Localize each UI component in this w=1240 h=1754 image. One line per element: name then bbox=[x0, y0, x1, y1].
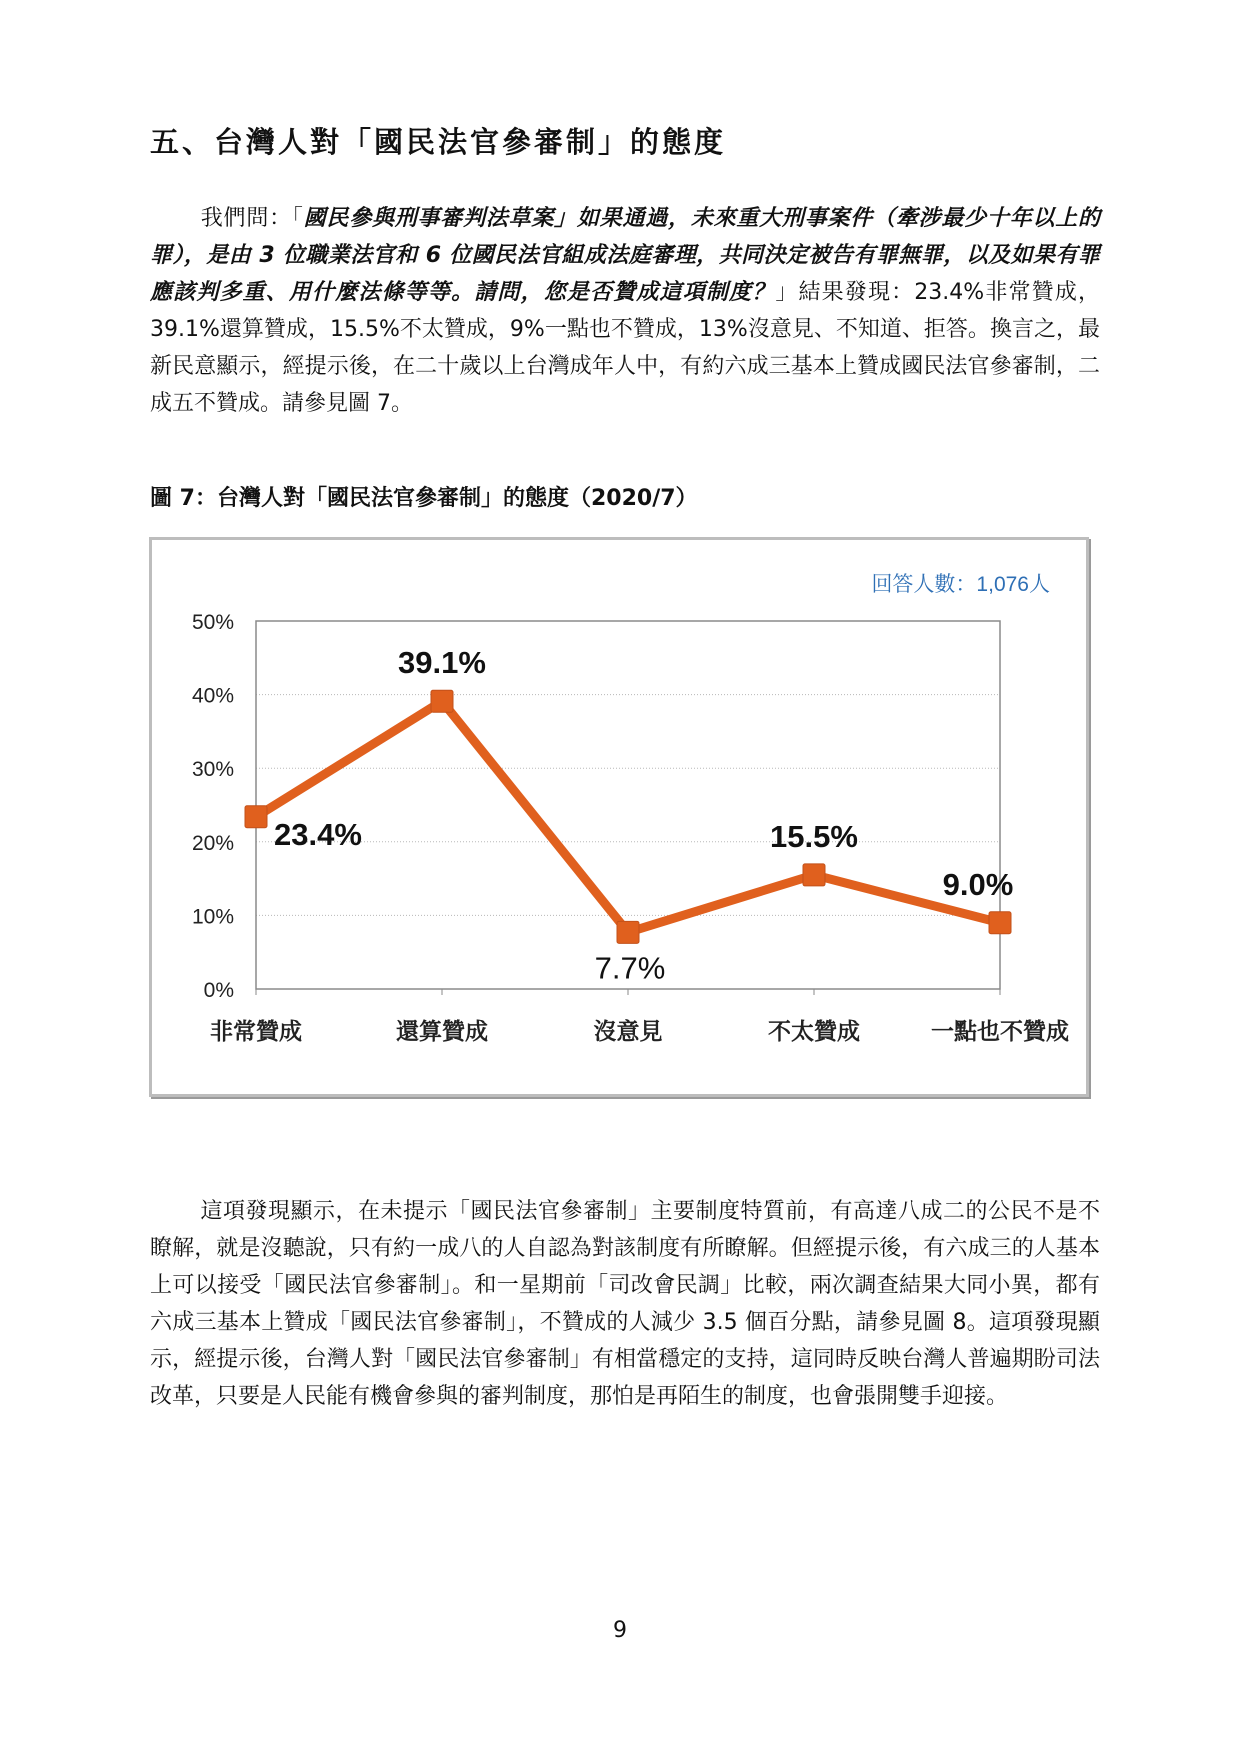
data-marker bbox=[617, 921, 639, 943]
data-label: 39.1% bbox=[398, 645, 486, 681]
data-label: 7.7% bbox=[594, 950, 666, 986]
data-label: 15.5% bbox=[770, 818, 858, 854]
chart-frame bbox=[149, 537, 1089, 1097]
question-lead: 我們問：「 bbox=[200, 206, 304, 231]
y-tick-label: 10% bbox=[191, 905, 234, 929]
data-label: 9.0% bbox=[942, 866, 1014, 902]
discussion-text: 這項發現顯示，在未提示「國民法官參審制」主要制度特質前，有高達八成二的公民不是不瞭解，就是沒聽說，只有約一成八的人自認為對該制度有所瞭解。但經提示後，有六成三的人基本上可以接受「國民法官參審制」。和一星期前「司改會民調」比較，兩次調查結果大同小異，都有六成三基本上贊成「國民法官參審制」，不贊成的人減少 3.5 個百分點，請參見圖 8。這項發現顯示，經提示後，台灣人對「國民法官參審制」有相當穩定的支持，這同時反映台灣人普遍期盼司法改革，只要是人民能有機會參與的審判制度，那怕是再陌生的制度，也會張開雙手迎接。 bbox=[150, 1199, 1100, 1409]
data-marker bbox=[245, 806, 267, 828]
question-text: 國民參與刑事審判法草案」如果通過，未來重大刑事案件（牽涉最少十年以上的罪），是由 3 位職業法官和 6 位國民法官組成法庭審理，共同決定被告有罪無罪，以及如果有罪應該判多重、用什麼法條等等。請問，您是否贊成這項制度？ bbox=[150, 206, 1100, 305]
y-tick-label: 40% bbox=[191, 684, 234, 708]
y-tick-label: 0% bbox=[203, 979, 234, 1002]
figure-caption: 圖 7：台灣人對「國民法官參審制」的態度（2020/7） bbox=[150, 486, 698, 511]
page-number: 9 bbox=[613, 1618, 627, 1643]
y-tick-label: 30% bbox=[191, 758, 234, 782]
x-tick-label: 不太贊成 bbox=[768, 1018, 860, 1044]
section-heading: 五、台灣人對「國民法官參審制」的態度 bbox=[150, 125, 727, 159]
series-line bbox=[256, 701, 1000, 932]
result-text: 」結果發現：23.4%非常贊成，39.1%還算贊成，15.5%不太贊成，9%一點也不贊成，13%沒意見、不知道、拒答。換言之，最新民意顯示，經提示後，在二十歲以上台灣成年人中，有約六成三基本上贊成國民法官參審制，二成五不贊成。請參見圖 7。 bbox=[150, 280, 1100, 416]
paragraph-discussion bbox=[150, 1193, 1100, 1415]
y-tick-label: 20% bbox=[191, 831, 234, 855]
x-tick-label: 一點也不贊成 bbox=[931, 1018, 1069, 1044]
data-label: 23.4% bbox=[274, 816, 362, 852]
respondent-count-annotation: 回答人數：1,076人 bbox=[871, 573, 1050, 596]
x-tick-label: 還算贊成 bbox=[396, 1018, 488, 1044]
x-tick-label: 沒意見 bbox=[593, 1018, 663, 1044]
line-chart bbox=[152, 540, 1086, 1094]
data-marker bbox=[431, 690, 453, 712]
data-marker bbox=[989, 912, 1011, 934]
paragraph-question bbox=[150, 200, 1100, 422]
x-tick-label: 非常贊成 bbox=[210, 1018, 302, 1044]
y-tick-label: 50% bbox=[191, 611, 234, 634]
data-marker bbox=[803, 864, 825, 886]
